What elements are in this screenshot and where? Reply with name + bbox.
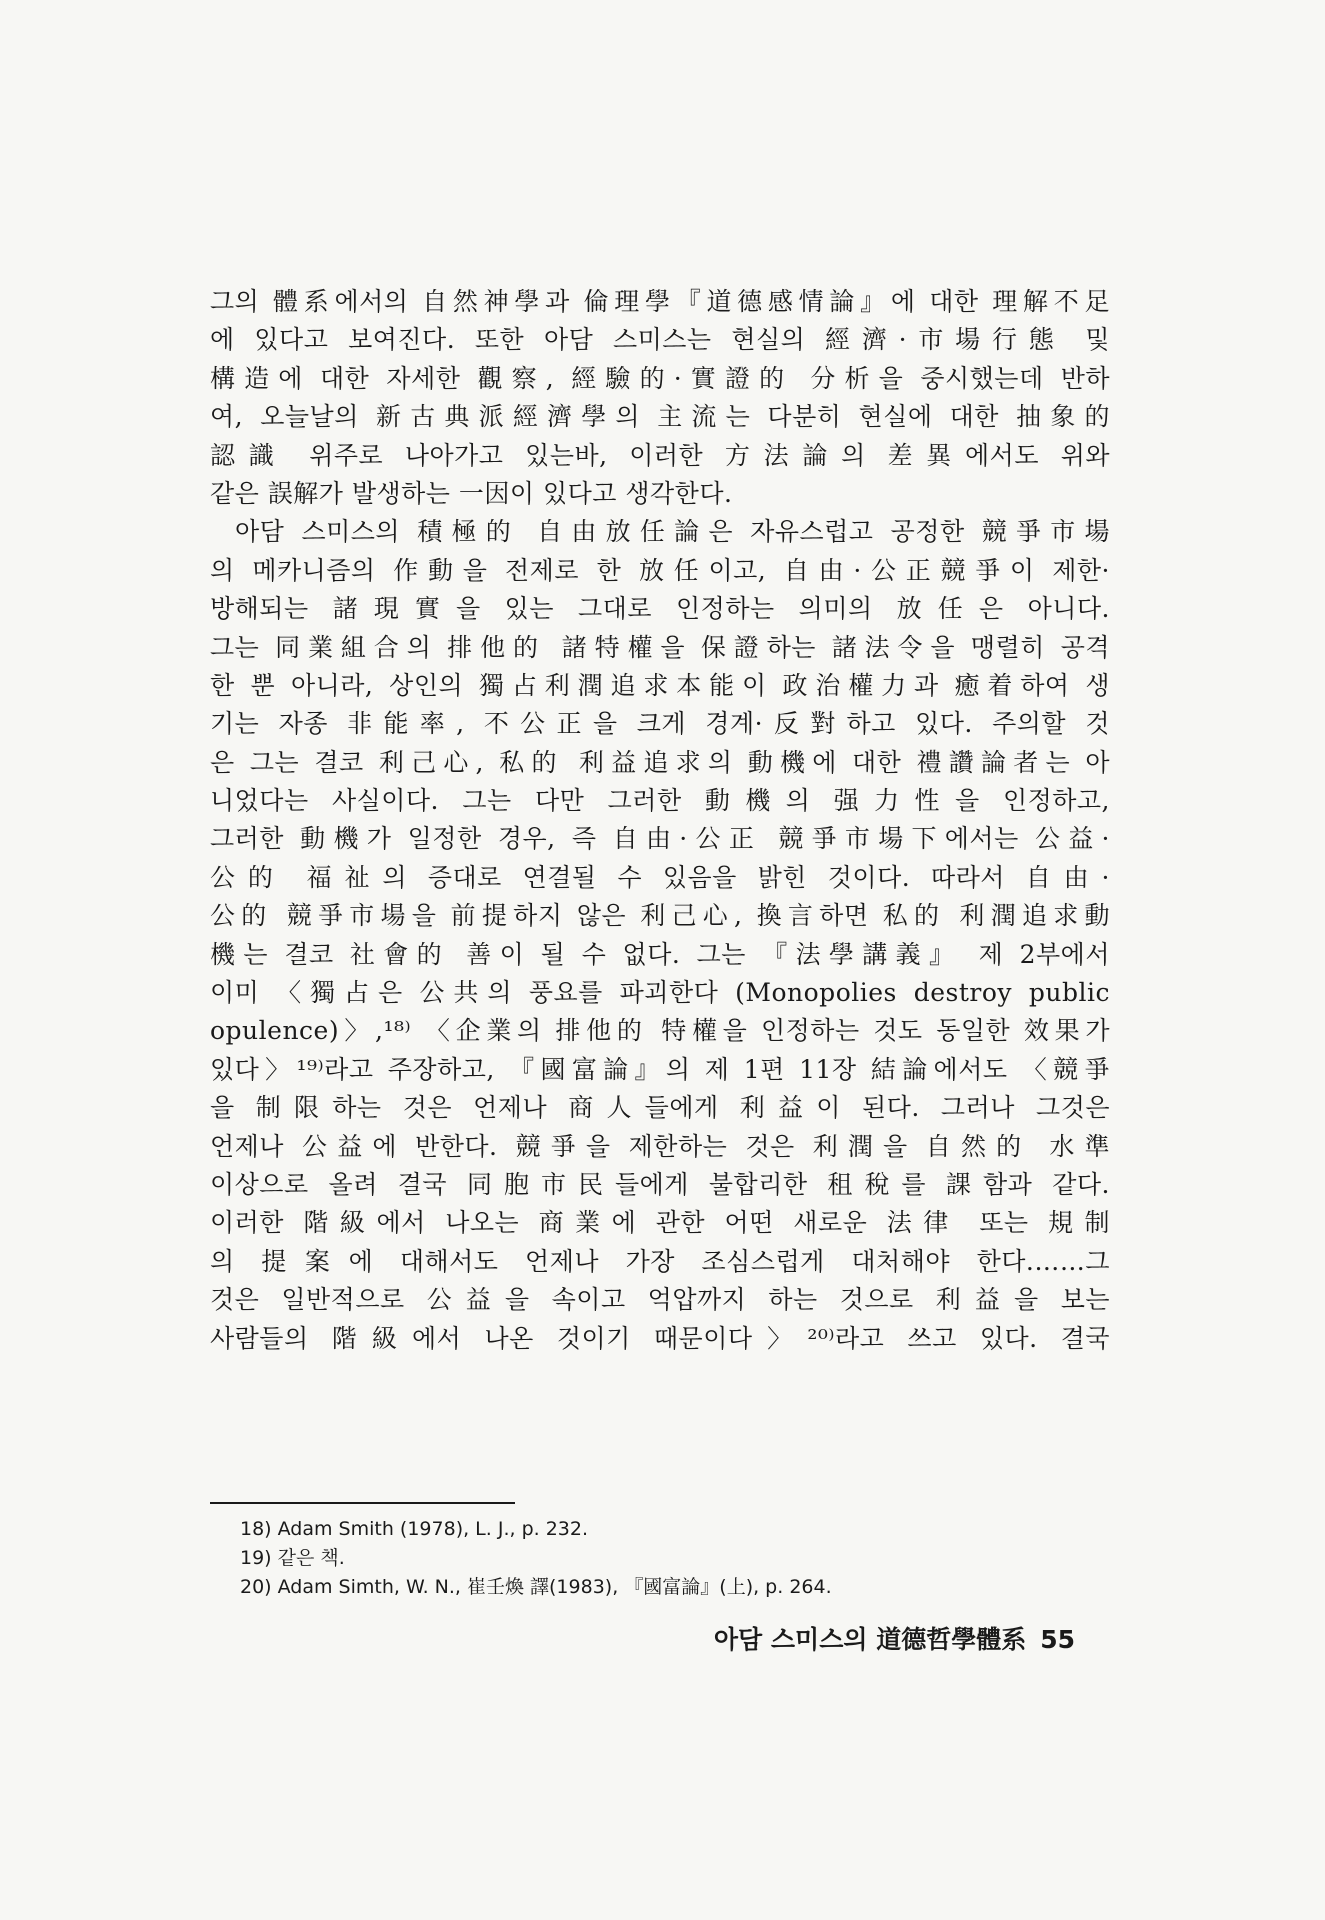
text-line: 의 提案에 대해서도 언제나 가장 조심스럽게 대처해야 한다.……그	[210, 1246, 1110, 1276]
page-number: 55	[1040, 1625, 1075, 1654]
footnote-19: 19) 같은 책.	[240, 1547, 345, 1569]
footnote-18: 18) Adam Smith (1978), L. J., p. 232.	[240, 1518, 589, 1540]
text-line: 것은 일반적으로 公益을 속이고 억압까지 하는 것으로 利益을 보는	[210, 1285, 1110, 1315]
text-line: 公的 競爭市場을 前提하지 않은 利己心, 換言하면 私的 利潤追求動	[210, 901, 1110, 931]
text-line: 같은 誤解가 발생하는 一因이 있다고 생각한다.	[210, 478, 733, 508]
text-line: 構造에 대한 자세한 觀察, 經驗的·實證的 分析을 중시했는데 반하	[210, 363, 1110, 393]
text-line: 機는 결코 社會的 善이 될 수 없다. 그는 『法學講義』 제 2부에서	[210, 939, 1110, 969]
text-line: 그는 同業組合의 排他的 諸特權을 保證하는 諸法令을 맹렬히 공격	[210, 632, 1110, 662]
text-line: 방해되는 諸現實을 있는 그대로 인정하는 의미의 放任은 아니다.	[210, 594, 1110, 624]
footnotes	[240, 1515, 1100, 1602]
text-line: 公的 福祉의 증대로 연결될 수 있음을 밝힌 것이다. 따라서 自由·	[210, 862, 1110, 892]
text-line: 은 그는 결코 利己心, 私的 利益追求의 動機에 대한 禮讚論者는 아	[210, 747, 1110, 777]
text-line: 있다〉¹⁹⁾라고 주장하고, 『國富論』의 제 1편 11장 結論에서도 〈競爭	[210, 1054, 1110, 1084]
text-line: 그의 體系에서의 自然神學과 倫理學『道德感情論』에 대한 理解不足	[210, 287, 1110, 316]
running-title: 아담 스미스의 道德哲學體系	[713, 1625, 1027, 1654]
running-footer	[714, 1620, 1075, 1660]
text-line: 사람들의 階級에서 나온 것이기 때문이다〉²⁰⁾라고 쓰고 있다. 결국	[210, 1323, 1110, 1353]
text-line: 認識 위주로 나아가고 있는바, 이러한 方法論의 差異에서도 위와	[210, 440, 1110, 470]
text-line: 언제나 公益에 반한다. 競爭을 제한하는 것은 利潤을 自然的 水準	[210, 1131, 1110, 1161]
text-line: 니었다는 사실이다. 그는 다만 그러한 動機의 强力性을 인정하고,	[210, 786, 1110, 816]
text-line: 기는 자종 非能率, 不公正을 크게 경계·反對하고 있다. 주의할 것	[210, 709, 1110, 739]
footnote-divider	[210, 1502, 515, 1504]
text-line: 의 메카니즘의 作動을 전제로 한 放任이고, 自由·公正競爭이 제한·	[210, 555, 1110, 585]
text-line: 이미 〈獨占은 公共의 풍요를 파괴한다 (Monopolies destroy public	[210, 978, 1110, 1008]
text-line: 에 있다고 보여진다. 또한 아담 스미스는 현실의 經濟·市場行態 및	[210, 325, 1110, 355]
body-text	[210, 283, 1110, 1358]
text-line: 이상으로 올려 결국 同胞市民들에게 불합리한 租稅를 課함과 같다.	[210, 1169, 1110, 1199]
text-line: opulence)〉,¹⁸⁾ 〈企業의 排他的 特權을 인정하는 것도 동일한 效果가	[210, 1016, 1110, 1046]
text-line: 한 뿐 아니라, 상인의 獨占利潤追求本能이 政治權力과 癒着하여 생	[210, 670, 1110, 700]
text-line: 을 制限하는 것은 언제나 商人들에게 利益이 된다. 그러나 그것은	[210, 1093, 1110, 1123]
text-line: 이러한 階級에서 나오는 商業에 관한 어떤 새로운 法律 또는 規制	[210, 1208, 1110, 1238]
text-line: 그러한 動機가 일정한 경우, 즉 自由·公正 競爭市場下에서는 公益·	[210, 824, 1110, 854]
footnote-20: 20) Adam Simth, W. N., 崔壬煥 譯(1983), 『國富論』(上), p. 264.	[240, 1576, 832, 1598]
text-line: 여, 오늘날의 新古典派經濟學의 主流는 다분히 현실에 대한 抽象的	[210, 402, 1110, 432]
paragraph-first-line: 아담 스미스의 積極的 自由放任論은 자유스럽고 공정한 競爭市場	[235, 517, 1110, 547]
